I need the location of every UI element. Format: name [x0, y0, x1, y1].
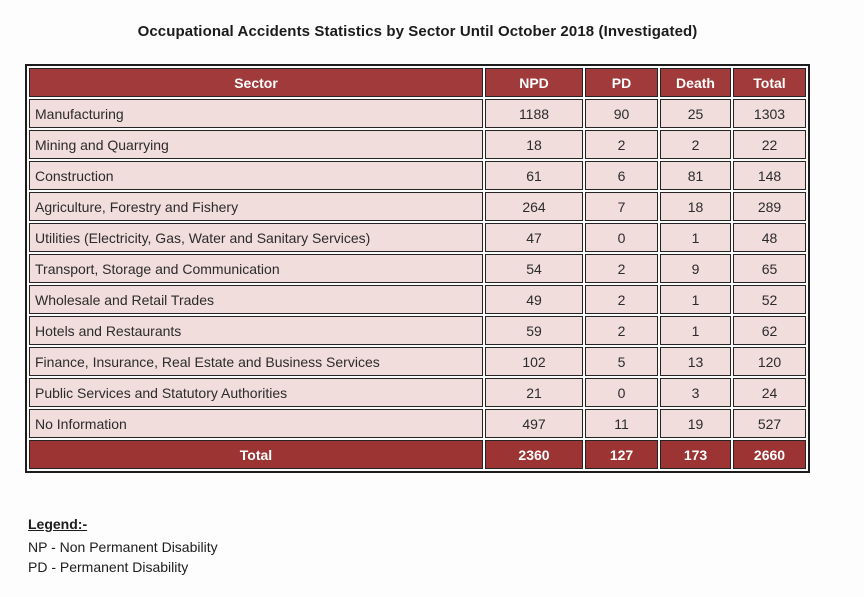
- pd-cell: 0: [585, 223, 658, 252]
- table-row: [29, 409, 806, 438]
- npd-cell: 18: [485, 130, 583, 159]
- pd-cell: 2: [585, 316, 658, 345]
- total-total-cell: 2660: [733, 440, 806, 469]
- pd-cell: 2: [585, 254, 658, 283]
- sector-cell: Agriculture, Forestry and Fishery: [29, 192, 483, 221]
- death-cell: 19: [660, 409, 731, 438]
- pd-cell: 11: [585, 409, 658, 438]
- death-cell: 1: [660, 223, 731, 252]
- total-cell: 527: [733, 409, 806, 438]
- sector-cell: No Information: [29, 409, 483, 438]
- total-cell: 65: [733, 254, 806, 283]
- header-cell-total: Total: [733, 68, 806, 97]
- npd-cell: 264: [485, 192, 583, 221]
- sector-cell: Construction: [29, 161, 483, 190]
- total-cell: 22: [733, 130, 806, 159]
- table-row: [29, 347, 806, 376]
- table-row: [29, 192, 806, 221]
- death-cell: 1: [660, 316, 731, 345]
- death-cell: 2: [660, 130, 731, 159]
- npd-cell: 21: [485, 378, 583, 407]
- pd-cell: 7: [585, 192, 658, 221]
- total-cell: 289: [733, 192, 806, 221]
- sector-cell: Manufacturing: [29, 99, 483, 128]
- sector-cell: Hotels and Restaurants: [29, 316, 483, 345]
- npd-cell: 1188: [485, 99, 583, 128]
- header-cell-sector: Sector: [29, 68, 483, 97]
- pd-cell: 6: [585, 161, 658, 190]
- pd-cell: 2: [585, 285, 658, 314]
- npd-cell: 497: [485, 409, 583, 438]
- total-cell: 52: [733, 285, 806, 314]
- death-cell: 1: [660, 285, 731, 314]
- npd-cell: 102: [485, 347, 583, 376]
- npd-cell: 59: [485, 316, 583, 345]
- table-row: [29, 254, 806, 283]
- legend-heading: Legend:-: [28, 516, 88, 532]
- header-cell-npd: NPD: [485, 68, 583, 97]
- pd-cell: 5: [585, 347, 658, 376]
- pd-cell: 0: [585, 378, 658, 407]
- table-row: [29, 316, 806, 345]
- death-cell: 81: [660, 161, 731, 190]
- pd-cell: 2: [585, 130, 658, 159]
- sector-cell: Public Services and Statutory Authorities: [29, 378, 483, 407]
- total-cell: 48: [733, 223, 806, 252]
- header-row: [29, 68, 806, 97]
- death-cell: 9: [660, 254, 731, 283]
- total-cell: 148: [733, 161, 806, 190]
- accidents-statistics-table: [25, 64, 810, 473]
- pd-cell: 90: [585, 99, 658, 128]
- total-pd-cell: 127: [585, 440, 658, 469]
- table-row: [29, 130, 806, 159]
- death-cell: 13: [660, 347, 731, 376]
- table-row: [29, 285, 806, 314]
- sector-cell: Wholesale and Retail Trades: [29, 285, 483, 314]
- total-cell: 62: [733, 316, 806, 345]
- npd-cell: 47: [485, 223, 583, 252]
- header-cell-pd: PD: [585, 68, 658, 97]
- header-cell-death: Death: [660, 68, 731, 97]
- total-cell: 120: [733, 347, 806, 376]
- sector-cell: Utilities (Electricity, Gas, Water and Sanitary Services): [29, 223, 483, 252]
- table-row: [29, 378, 806, 407]
- table-row: [29, 99, 806, 128]
- sector-cell: Transport, Storage and Communication: [29, 254, 483, 283]
- total-npd-cell: 2360: [485, 440, 583, 469]
- legend: [28, 516, 218, 577]
- legend-item-np: NP - Non Permanent Disability: [28, 539, 218, 555]
- total-death-cell: 173: [660, 440, 731, 469]
- npd-cell: 54: [485, 254, 583, 283]
- sector-cell: Mining and Quarrying: [29, 130, 483, 159]
- total-row-label: Total: [29, 440, 483, 469]
- total-row: [29, 440, 806, 469]
- death-cell: 25: [660, 99, 731, 128]
- npd-cell: 61: [485, 161, 583, 190]
- npd-cell: 49: [485, 285, 583, 314]
- page-title: Occupational Accidents Statistics by Sector Until October 2018 (Investigated): [137, 23, 698, 40]
- death-cell: 3: [660, 378, 731, 407]
- death-cell: 18: [660, 192, 731, 221]
- table-row: [29, 161, 806, 190]
- table-row: [29, 223, 806, 252]
- total-cell: 1303: [733, 99, 806, 128]
- legend-item-pd: PD - Permanent Disability: [28, 559, 189, 575]
- total-cell: 24: [733, 378, 806, 407]
- sector-cell: Finance, Insurance, Real Estate and Business Services: [29, 347, 483, 376]
